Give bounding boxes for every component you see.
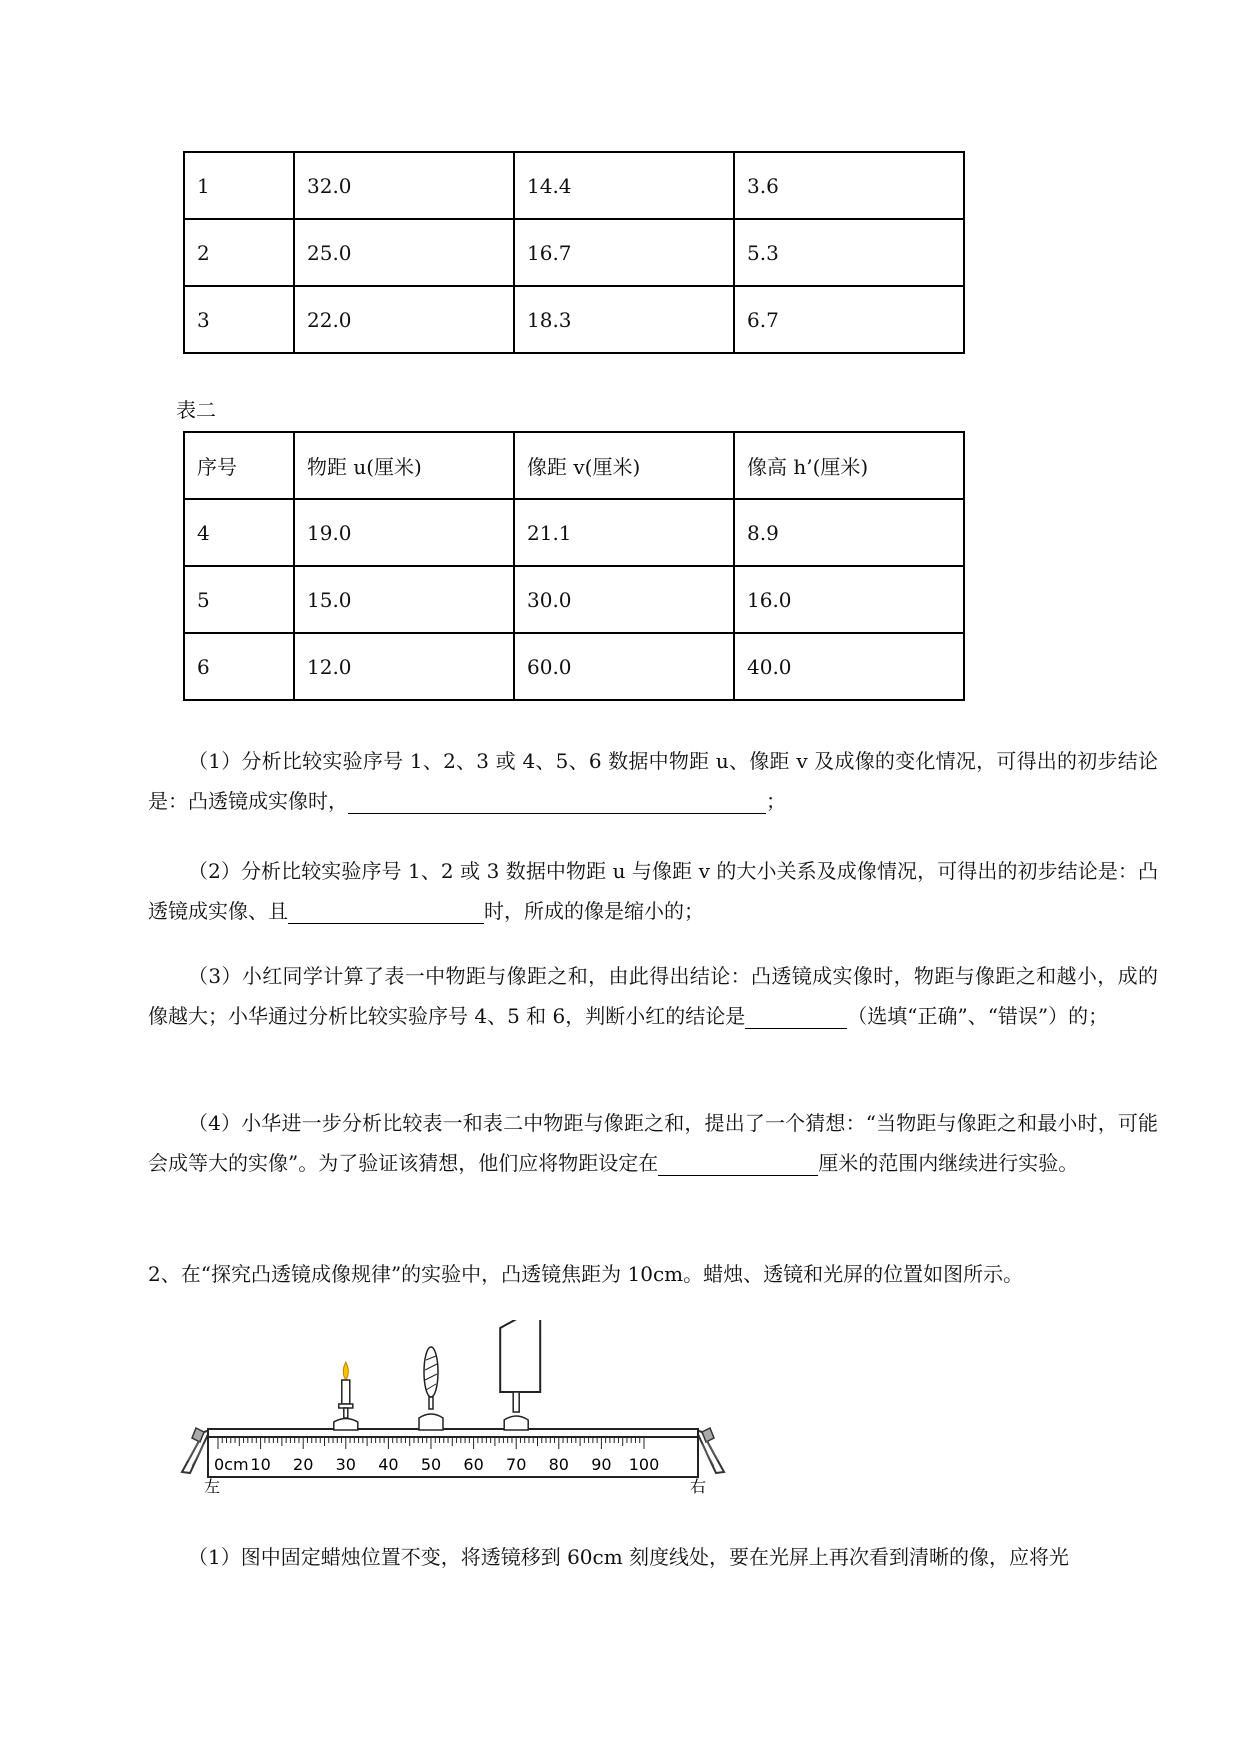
table-cell: 30.0: [514, 566, 734, 633]
left-label: 左: [204, 1477, 221, 1495]
question-4: [148, 1103, 1158, 1183]
table-cell: 2: [184, 219, 294, 286]
question-text: （2）分析比较实验序号 1、2 或 3 数据中物距 u 与像距 v 的大小关系及成像情况，可得出的初步结论是：凸透镜成实像、且: [148, 859, 1158, 923]
table-cell: 32.0: [294, 152, 514, 219]
table-row: [184, 286, 964, 353]
table-cell: 16.0: [734, 566, 964, 633]
table-cell: 1: [184, 152, 294, 219]
question-1: [148, 741, 1158, 821]
ruler-tick-label: 90: [591, 1455, 612, 1474]
table-cell: 3: [184, 286, 294, 353]
table-header-row: [184, 432, 964, 499]
ruler-tick-label: 10: [250, 1455, 271, 1474]
column-header: 像高 h’(厘米): [734, 432, 964, 499]
ruler-tick-label: 80: [548, 1455, 569, 1474]
question-text: 厘米的范围内继续进行实验。: [818, 1151, 1079, 1175]
answer-blank[interactable]: [745, 1002, 847, 1029]
table-row: [184, 633, 964, 700]
answer-blank[interactable]: [288, 897, 484, 924]
problem-2-question-1: （1）图中固定蜡烛位置不变，将透镜移到 60cm 刻度线处，要在光屏上再次看到清晰的像，应将光: [188, 1545, 1070, 1569]
table-row: [184, 219, 964, 286]
table-cell: 60.0: [514, 633, 734, 700]
table-cell: 15.0: [294, 566, 514, 633]
convex-lens-icon: [419, 1347, 443, 1430]
data-table-2: [183, 431, 965, 701]
table-cell: 16.7: [514, 219, 734, 286]
question-text: （选填“正确”、“错误”）的；: [847, 1004, 1109, 1028]
right-label: 右: [690, 1477, 707, 1495]
table-cell: 6.7: [734, 286, 964, 353]
table-row: [184, 152, 964, 219]
table-cell: 21.1: [514, 499, 734, 566]
optical-bench-figure: [178, 1320, 738, 1495]
light-screen-icon: [500, 1320, 540, 1430]
bench-top-rail: [208, 1429, 698, 1437]
table-cell: 5: [184, 566, 294, 633]
ruler-tick-label: 40: [378, 1455, 399, 1474]
table-cell: 12.0: [294, 633, 514, 700]
table-cell: 40.0: [734, 633, 964, 700]
table-cell: 4: [184, 499, 294, 566]
left-support-icon: [182, 1428, 210, 1473]
table-row: [184, 566, 964, 633]
answer-blank[interactable]: [348, 787, 766, 814]
question-text: 时，所成的像是缩小的；: [484, 899, 704, 923]
column-header: 像距 v(厘米): [514, 432, 734, 499]
problem-2-stem: 2、在“探究凸透镜成像规律”的实验中，凸透镜焦距为 10cm。蜡烛、透镜和光屏的位置如图所示。: [148, 1262, 1024, 1286]
table-cell: 18.3: [514, 286, 734, 353]
column-header: 物距 u(厘米): [294, 432, 514, 499]
table-2-caption: 表二: [176, 398, 216, 422]
table-cell: 5.3: [734, 219, 964, 286]
ruler-tick-label: 0cm: [214, 1455, 249, 1474]
question-text: （1）分析比较实验序号 1、2、3 或 4、5、6 数据中物距 u、像距 v 及成像的变化情况，可得出的初步结论是：凸透镜成实像时，: [148, 749, 1158, 813]
right-support-icon: [696, 1428, 724, 1473]
table-cell: 19.0: [294, 499, 514, 566]
table-cell: 14.4: [514, 152, 734, 219]
answer-blank[interactable]: [658, 1149, 818, 1176]
data-table-1: [183, 151, 965, 354]
table-row: [184, 499, 964, 566]
ruler-tick-label: 70: [506, 1455, 527, 1474]
table-cell: 3.6: [734, 152, 964, 219]
question-text: （4）小华进一步分析比较表一和表二中物距与像距之和，提出了一个猜想：“当物距与像距之和最小时，可能会成等大的实像”。为了验证该猜想，他们应将物距设定在: [148, 1111, 1158, 1175]
table-cell: 6: [184, 633, 294, 700]
question-text: （3）小红同学计算了表一中物距与像距之和，由此得出结论：凸透镜成实像时，物距与像距之和越小，成的像越大；小华通过分析比较实验序号 4、5 和 6，判断小红的结论是: [148, 964, 1158, 1028]
ruler-tick-label: 20: [293, 1455, 314, 1474]
question-3: [148, 956, 1158, 1036]
ruler-tick-label: 50: [420, 1455, 442, 1474]
table-cell: 25.0: [294, 219, 514, 286]
question-text: ；: [766, 789, 786, 813]
table-cell: 8.9: [734, 499, 964, 566]
ruler-tick-label: 100: [628, 1455, 660, 1474]
table-cell: 22.0: [294, 286, 514, 353]
ruler-tick-label: 60: [463, 1455, 484, 1474]
candle-icon: [334, 1362, 358, 1430]
ruler-tick-label: 30: [335, 1455, 356, 1474]
question-2: [148, 851, 1158, 931]
column-header: 序号: [184, 432, 294, 499]
